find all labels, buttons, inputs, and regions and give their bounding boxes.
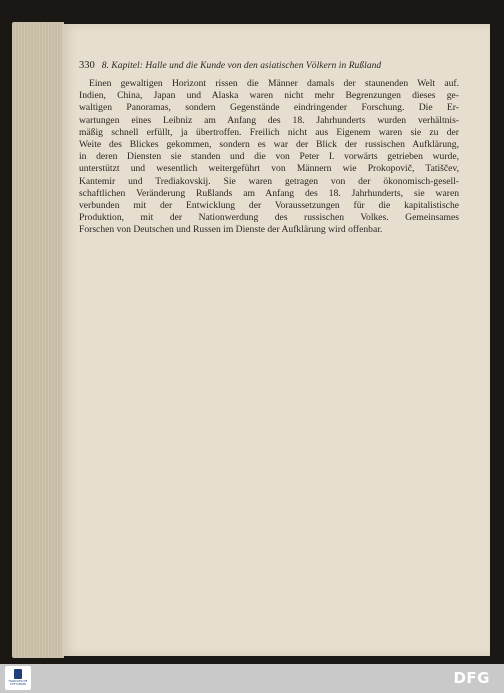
body-line: Weite des Blickes gekommen, sondern es war der Blick der russischen Aufklärung, xyxy=(79,138,459,150)
book-page-edges xyxy=(12,22,64,658)
body-line: wartungen eines Leibniz am Anfang des 18. Jahrhunderts wurden verhältnis- xyxy=(79,114,459,126)
franckesche-stiftungen-logo[interactable] xyxy=(5,666,31,690)
body-line: waltigen Panoramas, sondern Gegenstände eindringender Forschung. Die Er- xyxy=(79,102,459,114)
body-line: Produktion, mit der Nationwerdung des russischen Volkes. Gemeinsames xyxy=(79,212,459,224)
body-line: Kantemir und Trediakovskij. Sie waren getragen von der ökonomisch-gesell- xyxy=(79,175,459,187)
body-paragraph xyxy=(79,78,459,236)
body-line: Forschen von Deutschen und Russen im Dienste der Aufklärung wird offenbar. xyxy=(79,224,383,236)
foundation-emblem-icon xyxy=(14,669,22,679)
page-number: 330 xyxy=(79,60,95,71)
dfg-logo[interactable]: DFG xyxy=(453,669,490,687)
body-line: in deren Diensten sie standen und die von Peter I. vorwärts getrieben wurde, xyxy=(79,151,459,163)
body-line: verbunden mit der Entwicklung der Voraussetzungen für die kapitalistische xyxy=(79,199,459,211)
running-head xyxy=(79,60,459,71)
viewer-footer-bar xyxy=(0,664,504,693)
logo-caption: FRANCKESCHE STIFTUNGEN xyxy=(8,680,28,686)
body-line: Einen gewaltigen Horizont rissen die Männer damals der staunenden Welt auf. xyxy=(89,78,459,89)
running-head-title: 8. Kapitel: Halle und die Kunde von den asiatischen Völkern in Rußland xyxy=(101,61,382,71)
body-line: Indien, China, Japan und Alaska waren nicht mehr Begrenzungen dieses ge- xyxy=(79,90,459,102)
body-line: mäßig schnell erfüllt, ja übertroffen. Freilich nicht aus Eigenem waren sie zu der xyxy=(79,126,459,138)
body-line: schaftlichen Veränderung Rußlands am Anfang des 18. Jahrhunderts, sie waren xyxy=(79,187,459,199)
body-line: unterstützt und wesentlich weitergeführt von Männern wie Prokopovič, Tatiščev, xyxy=(79,163,459,175)
